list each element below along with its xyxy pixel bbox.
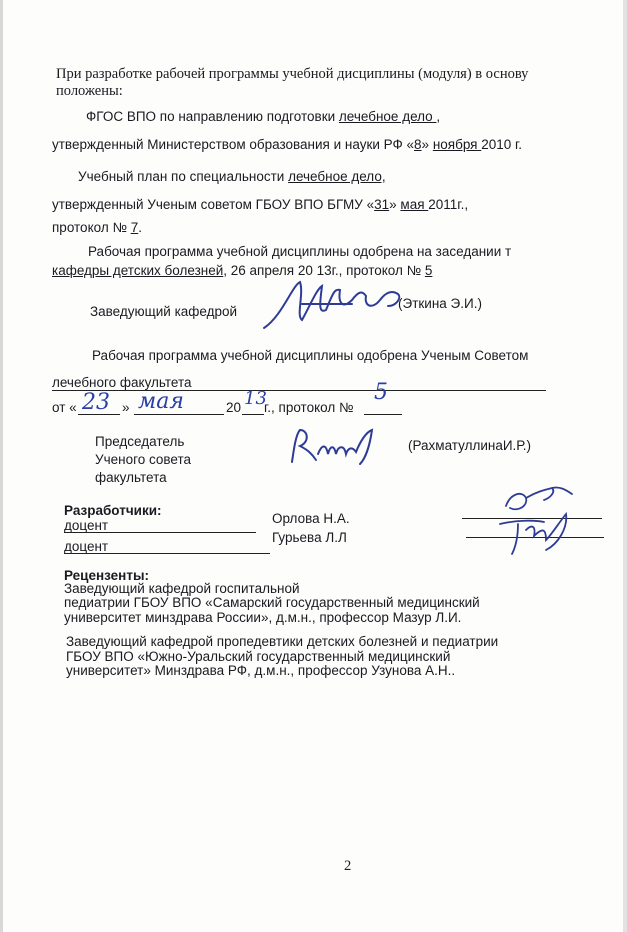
head-label: Заведующий кафедрой bbox=[90, 304, 238, 319]
approval-dept-rest: , 26 апреля 20 13г., протокол № bbox=[223, 263, 425, 278]
chairman-name: (РахматуллинаИ.Р.) bbox=[408, 438, 532, 453]
plan-line bbox=[78, 168, 386, 185]
approval-dept-protocol-no: 5 bbox=[424, 263, 433, 278]
chairman-signature bbox=[286, 424, 386, 468]
plan-prefix: Учебный план по специальности bbox=[78, 169, 289, 184]
fgos-month-sep: » bbox=[421, 137, 433, 152]
fgos-comma: , bbox=[436, 109, 441, 124]
chairman-line-3: факультета bbox=[95, 470, 167, 485]
reviewer-1-line-2: педиатрии ГБОУ ВПО «Самарский государственный медицинский bbox=[64, 595, 480, 610]
plan-protocol-line bbox=[52, 219, 142, 236]
quote-close: » bbox=[122, 400, 130, 415]
plan-year: 2011г., bbox=[428, 197, 469, 212]
protocol-text: г., протокол № bbox=[264, 400, 354, 415]
plan-approved-prefix: утвержденный Ученым советом ГБОУ ВПО БГМУ « bbox=[52, 197, 375, 212]
fgos-month: ноября bbox=[432, 137, 482, 152]
scan-edge-right bbox=[623, 0, 627, 932]
protocol-underline bbox=[364, 414, 402, 415]
reviewer-1-line-3: университет минздрава России», д.м.н., профессор Мазур Л.И. bbox=[64, 610, 462, 625]
scan-edge-left bbox=[0, 0, 3, 932]
approval-dept-name: кафедры детских болезней bbox=[52, 263, 224, 278]
basis-line-2: положены: bbox=[56, 83, 123, 99]
month-underline bbox=[134, 414, 224, 415]
developer-underline-2 bbox=[64, 553, 270, 554]
reviewers-title: Рецензенты: bbox=[64, 568, 149, 583]
fgos-prefix: ФГОС ВПО по направлению подготовки bbox=[86, 109, 339, 124]
fgos-day: 8 bbox=[414, 137, 422, 152]
handwritten-protocol: 5 bbox=[374, 380, 388, 405]
reviewer-1-line-1: Заведующий кафедрой госпитальной bbox=[64, 581, 300, 596]
page-number: 2 bbox=[344, 858, 352, 874]
reviewer-2-line-1: Заведующий кафедрой пропедевтики детских болезней и педиатрии bbox=[66, 634, 499, 649]
plan-specialty: лечебное дело, bbox=[288, 169, 386, 184]
head-name: (Эткина Э.И.) bbox=[398, 296, 482, 311]
plan-approved-line bbox=[52, 196, 468, 213]
fgos-direction: лечебное дело bbox=[338, 109, 437, 124]
handwritten-month: мая bbox=[138, 389, 184, 414]
fgos-line bbox=[86, 108, 440, 125]
plan-protocol-end: . bbox=[138, 220, 142, 235]
developers-signature bbox=[496, 484, 586, 558]
reviewer-2-line-2: ГБОУ ВПО «Южно-Уральский государственный медицинский bbox=[66, 649, 451, 664]
developer-position-2: доцент bbox=[64, 539, 109, 554]
chairman-line-1: Председатель bbox=[95, 434, 185, 449]
year-underline bbox=[242, 414, 264, 415]
basis-line-1: При разработке рабочей программы учебной дисциплины (модуля) в основу bbox=[56, 66, 529, 82]
faculty-underline bbox=[52, 390, 546, 391]
chairman-line-2: Ученого совета bbox=[95, 452, 191, 467]
reviewer-2-line-3: университет» Минздрава РФ, д.м.н., профессор Узунова А.Н.. bbox=[66, 663, 456, 678]
developer-position-1: доцент bbox=[64, 518, 109, 533]
approval-council-faculty: лечебного факультета bbox=[52, 375, 192, 390]
head-signature bbox=[262, 276, 412, 336]
plan-day: 31 bbox=[374, 197, 390, 212]
plan-month: мая bbox=[400, 197, 429, 212]
approval-council-line: Рабочая программа учебной дисциплины одобрена Ученым Советом bbox=[92, 348, 529, 363]
handwritten-day: 23 bbox=[82, 390, 110, 415]
fgos-year: 2010 г. bbox=[481, 137, 523, 152]
handwritten-year: 13 bbox=[244, 388, 267, 409]
fgos-approved-line bbox=[52, 136, 522, 153]
year-prefix: 20 bbox=[226, 400, 242, 415]
developer-name-2: Гурьева Л.Л bbox=[272, 530, 347, 545]
plan-protocol-no: 7 bbox=[130, 220, 139, 235]
approval-dept-line: Рабочая программа учебной дисциплины одобрена на заседании т bbox=[88, 244, 512, 259]
plan-month-sep: » bbox=[389, 197, 401, 212]
developer-name-1: Орлова Н.А. bbox=[272, 511, 350, 526]
developers-title: Разработчики: bbox=[64, 503, 162, 518]
developer-underline-1 bbox=[64, 532, 256, 533]
from-prefix: от « bbox=[52, 400, 77, 415]
plan-protocol-prefix: протокол № bbox=[52, 220, 131, 235]
fgos-approved-prefix: утвержденный Министерством образования и науки РФ « bbox=[52, 137, 415, 152]
